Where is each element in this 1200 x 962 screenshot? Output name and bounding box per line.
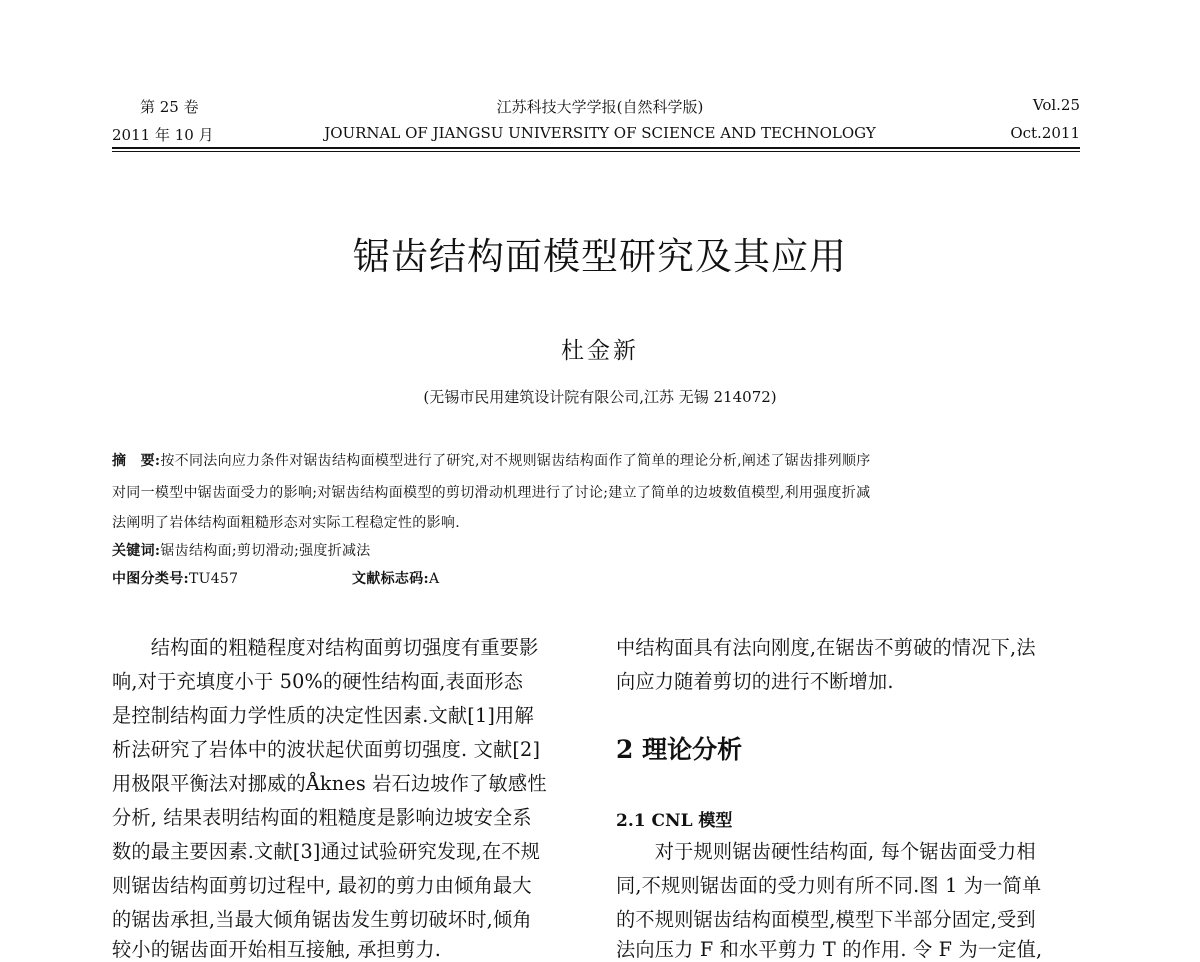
header-date-en: Oct.2011	[1010, 124, 1080, 142]
clc-label: 中图分类号:	[112, 571, 189, 587]
doc-code-label: 文献标志码:	[352, 571, 429, 587]
article-author: 杜金新	[561, 338, 639, 364]
keywords-value: 锯齿结构面;剪切滑动;强度折减法	[160, 543, 371, 559]
body-right-line-4: 同,不规则锯齿面的受力则有所不同.图 1 为一简单	[616, 874, 1042, 897]
body-left-line-10: 较小的锯齿面开始相互接触, 承担剪力.	[112, 938, 442, 961]
doc-code-line	[352, 568, 439, 588]
body-left-line-7: 数的最主要因素.文献[3]通过试验研究发现,在不规	[112, 840, 541, 863]
body-left-line-8: 则锯齿结构面剪切过程中, 最初的剪力由倾角最大	[112, 874, 532, 897]
abstract-line-2: 对同一模型中锯齿面受力的影响;对锯齿结构面模型的剪切滑动机理进行了讨论;建立了简单的边坡数值模型,利用强度折减	[112, 485, 871, 501]
header-journal-cn: 江苏科技大学学报(自然科学版)	[496, 98, 704, 116]
keywords-label: 关键词:	[112, 543, 161, 559]
abstract-line-3: 法阐明了岩体结构面粗糙形态对实际工程稳定性的影响.	[112, 515, 460, 531]
body-left-line-9: 的锯齿承担,当最大倾角锯齿发生剪切破坏时,倾角	[112, 908, 532, 931]
body-left-line-6: 分析, 结果表明结构面的粗糙度是影响边坡安全系	[112, 806, 532, 829]
body-right-line-2: 向应力随着剪切的进行不断增加.	[616, 670, 894, 693]
clc-line	[112, 568, 238, 588]
body-right-line-1: 中结构面具有法向刚度,在锯齿不剪破的情况下,法	[616, 636, 1036, 659]
body-right-line-6: 法向压力 F 和水平剪力 T 的作用. 令 F 为一定值,	[616, 938, 1043, 961]
article-title: 锯齿结构面模型研究及其应用	[353, 235, 847, 278]
body-left-line-1: 结构面的粗糙程度对结构面剪切强度有重要影	[112, 636, 539, 659]
subsection-heading: 2.1 CNL 模型	[616, 811, 733, 831]
abstract-text: 按不同法向应力条件对锯齿结构面模型进行了研究,对不规则锯齿结构面作了简单的理论分析,阐述了锯齿排列顺序	[160, 453, 871, 469]
body-left-line-2: 响,对于充填度小于 50%的硬性结构面,表面形态	[112, 670, 524, 693]
header-volume-cn: 第 25 卷	[140, 98, 199, 116]
keywords-line	[112, 540, 371, 560]
body-right-line-5: 的不规则锯齿结构面模型,模型下半部分固定,受到	[616, 908, 1036, 931]
header-rule-thin	[112, 151, 1080, 152]
header-rule-thick	[112, 147, 1080, 149]
body-left-line-3: 是控制结构面力学性质的决定性因素.文献[1]用解	[112, 704, 534, 727]
section-heading: 2 理论分析	[616, 735, 743, 764]
article-affiliation: (无锡市民用建筑设计院有限公司,江苏 无锡 214072)	[423, 388, 777, 406]
body-right-line-3: 对于规则锯齿硬性结构面, 每个锯齿面受力相	[616, 840, 1036, 863]
body-left-line-5: 用极限平衡法对挪威的Åknes 岩石边坡作了敏感性	[112, 772, 547, 795]
header-journal-en: JOURNAL OF JIANGSU UNIVERSITY OF SCIENCE AND TECHNOLOGY	[324, 124, 876, 142]
abstract-label: 摘 要:	[112, 453, 161, 469]
header-date-cn: 2011 年 10 月	[112, 126, 214, 144]
abstract-line-1	[112, 450, 871, 470]
header-volume-en: Vol.25	[1032, 96, 1080, 114]
body-left-line-4: 析法研究了岩体中的波状起伏面剪切强度. 文献[2]	[112, 738, 541, 761]
clc-value: TU457	[188, 571, 239, 587]
doc-code-value: A	[428, 571, 440, 587]
